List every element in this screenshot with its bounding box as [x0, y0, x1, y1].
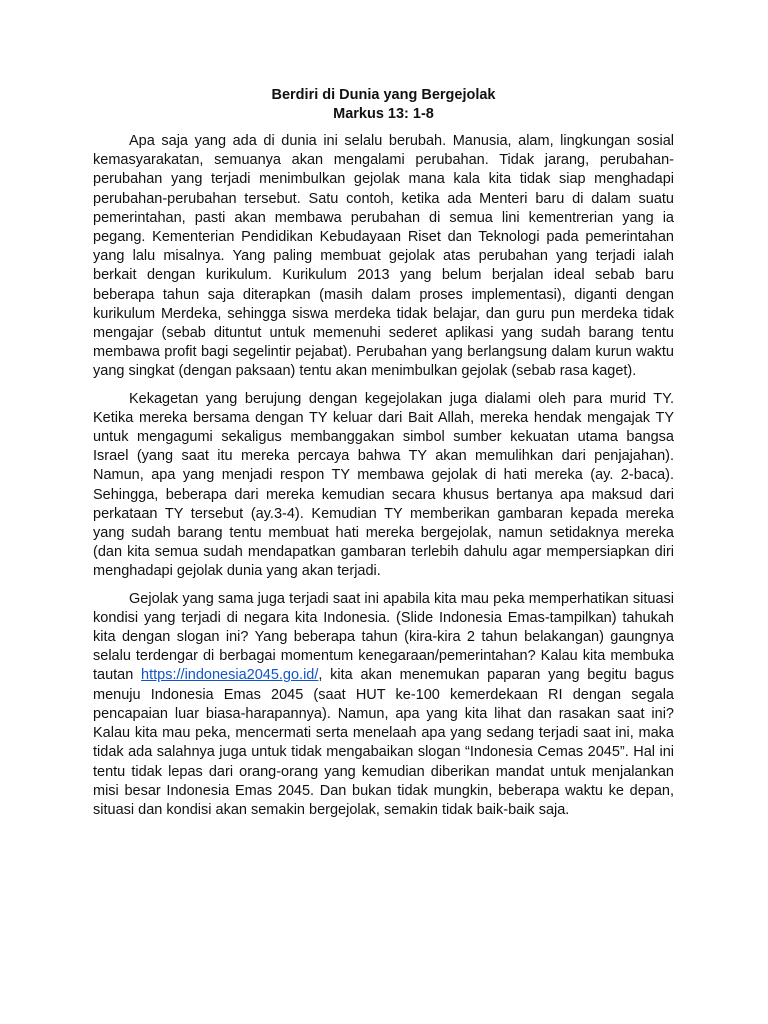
paragraph-3-text-after: , kita akan menemukan paparan yang begitu bagus menuju Indonesia Emas 2045 (saat HUT ke-100 kemerdekaan RI dengan segala pencapaian luar biasa-harapannya). Namun, apa yang kita lihat dan rasakan saat ini? Kalau kita mau peka, mencermati serta menelaah apa yang sedang terjadi saat ini, maka tidak ada salahnya juga untuk tidak mengabaikan slogan “Indonesia Cemas 2045”. Hal ini tentu tidak lepas dari orang-orang yang kemudian diberikan mandat untuk menjalankan misi besar Indonesia Emas 2045. Dan bukan tidak mungkin, beberapa waktu ke depan, situasi dan kondisi akan semakin bergejolak, semakin tidak baik-baik saja.: [93, 667, 674, 818]
document-subtitle: Markus 13: 1-8: [333, 106, 434, 122]
indonesia2045-link[interactable]: https://indonesia2045.go.id/: [141, 667, 319, 684]
paragraph-3: [93, 590, 674, 820]
paragraph-3-text-before: Gejolak yang sama juga terjadi saat ini apabila kita mau peka memperhatikan situasi kondisi yang terjadi di negara kita Indonesia. (Slide Indonesia Emas-tampilkan) tahukah kita dengan slogan ini? Yang beberapa tahun (kira-kira 2 tahun belakangan) gaungnya selalu terdengar di berbagai momentum kenegaraan/pemerintahan? Kalau kita membuka tautan: [93, 590, 674, 684]
paragraph-1: Apa saja yang ada di dunia ini selalu berubah. Manusia, alam, lingkungan sosial kemasyarakatan, semuanya akan mengalami perubahan. Tidak jarang, perubahan-perubahan yang terjadi menimbulkan gejolak mana kala kita tidak siap menghadapi perubahan-perubahan tersebut. Satu contoh, ketika ada Menteri baru di dalam suatu pemerintahan, pasti akan membawa perubahan di semua lini kementrerian yang ia pegang. Kementerian Pendidikan Kebudayaan Riset dan Teknologi pada pemerintahan yang lalu misalnya. Yang paling membuat gejolak atas perubahan yang terjadi ialah berkait dengan kurikulum. Kurikulum 2013 yang belum berjalan ideal sebab baru beberapa tahun saja diterapkan (masih dalam proses implementasi), diganti dengan kurikulum Merdeka, sehingga siswa merdeka tidak belajar, dan guru pun merdeka tidak mengajar (sebab dituntut untuk memenuhi sederet aplikasi yang sudah barang tentu membawa profit bagi segelintir pejabat). Perubahan yang berlangsung dalam kurun waktu yang singkat (dengan paksaan) tentu akan menimbulkan gejolak (sebab rasa kaget).: [93, 133, 674, 380]
document-page: [93, 86, 674, 828]
paragraph-2: Kekagetan yang berujung dengan kegejolakan juga dialami oleh para murid TY. Ketika mereka bersama dengan TY keluar dari Bait Allah, mereka hendak mengajak TY untuk mengagumi sekaligus membanggakan simbol sumber kekuatan utama bangsa Israel (yang saat itu mereka percaya bahwa TY akan memulihkan dari penjajahan). Namun, apa yang menjadi respon TY membawa gejolak di hati mereka (ay. 2-baca). Sehingga, beberapa dari mereka kemudian secara khusus bertanya apa maksud dari perkataan TY tersebut (ay.3-4). Kemudian TY memberikan gambaran kepada mereka yang sudah barang tentu membuat hati mereka bergejolak, namun setidaknya mereka (dan kita semua sudah mendapatkan gambaran terlebih dahulu agar mempersiapkan diri menghadapi gejolak dunia yang akan terjadi.: [93, 390, 674, 580]
document-title: Berdiri di Dunia yang Bergejolak: [271, 87, 496, 103]
